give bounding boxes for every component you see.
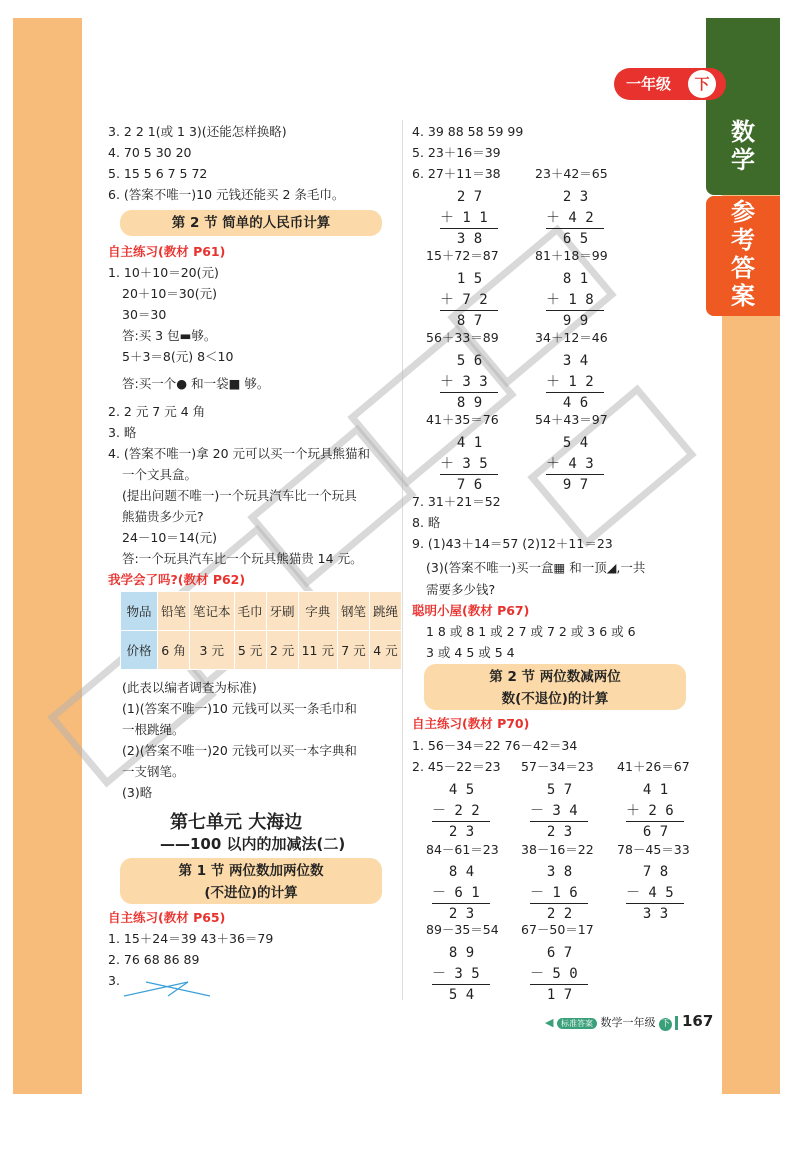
answer-line: (提出问题不唯一)一个玩具汽车比一个玩具 xyxy=(122,488,357,503)
arrow-icon: ◀ xyxy=(545,1016,554,1029)
equation: 41＋35＝76 xyxy=(426,412,499,427)
calc-row: 6 7 xyxy=(626,824,669,840)
vertical-calc xyxy=(530,943,578,1006)
answer-line: 2. 76 68 86 89 xyxy=(108,952,200,967)
page-number: 167 xyxy=(681,1012,714,1030)
calc-row: 9 7 xyxy=(546,477,589,493)
answer-line: (3)略 xyxy=(122,785,153,800)
section-heading-line: 第 1 节 两位数加两位数 xyxy=(178,863,324,879)
calc-row: ＋ 1 2 xyxy=(546,374,594,390)
vertical-calc xyxy=(440,433,488,496)
answer-line: 答:买一个● 和一袋■ 够。 xyxy=(122,376,270,391)
calc-row: 3 4 xyxy=(546,353,589,369)
answer-line: 3. 略 xyxy=(108,425,137,440)
page-footer xyxy=(545,1012,713,1031)
vertical-calc xyxy=(432,780,480,843)
calc-row: 3 8 xyxy=(530,864,573,880)
answer-line: 7. 31＋21＝52 xyxy=(412,494,501,509)
answer-line: 4. 70 5 30 20 xyxy=(108,145,192,160)
table-cell: 跳绳 xyxy=(369,592,401,631)
calc-row: ＋ 4 3 xyxy=(546,456,594,472)
calc-row: 1 5 xyxy=(440,271,483,287)
left-margin-band xyxy=(13,18,82,1094)
equation: 54＋43＝97 xyxy=(535,412,608,427)
calc-row: ＋ 1 1 xyxy=(440,210,488,226)
table-cell: 7 元 xyxy=(337,631,369,670)
answer-line: 2. 2 元 7 元 4 角 xyxy=(108,404,206,419)
calc-row: 3 3 xyxy=(626,906,669,922)
answer-line: 2. 45－22＝23 xyxy=(412,759,501,774)
calc-row: － 3 5 xyxy=(432,966,480,982)
answer-line: 一支钢笔。 xyxy=(122,764,185,779)
calc-row: 8 7 xyxy=(440,313,483,329)
table-cell: 铅笔 xyxy=(158,592,190,631)
equation: 56＋33＝89 xyxy=(426,330,499,345)
answer-line: 5. 15 5 6 7 5 72 xyxy=(108,166,208,181)
calc-row: 2 2 xyxy=(530,906,573,922)
calc-rule xyxy=(440,228,498,229)
section-heading-line: (不进位)的计算 xyxy=(204,885,298,901)
calc-row: － 1 6 xyxy=(530,885,578,901)
table-cell: 钢笔 xyxy=(337,592,369,631)
practice-heading: 自主练习(教材 P70) xyxy=(412,716,530,731)
answer-line: 24－10＝14(元) xyxy=(122,530,217,545)
calc-rule xyxy=(440,310,498,311)
price-table xyxy=(120,591,402,670)
calc-row: 2 3 xyxy=(530,824,573,840)
calc-row: 5 6 xyxy=(440,353,483,369)
answer-line: (2)(答案不唯一)20 元钱可以买一本字典和 xyxy=(122,743,357,758)
equation: 81＋18＝99 xyxy=(535,248,608,263)
table-cell: 牙刷 xyxy=(266,592,298,631)
section-heading-line: 第 2 节 两位数减两位 xyxy=(489,669,621,685)
answer-line: 20＋10＝30(元) xyxy=(122,286,217,301)
answer-line: 8. 略 xyxy=(412,515,441,530)
equation: 15＋72＝87 xyxy=(426,248,499,263)
table-cell: 3 元 xyxy=(190,631,235,670)
equation: 89－35＝54 xyxy=(426,922,499,937)
answer-line: 一个文具盒。 xyxy=(122,467,198,482)
table-cell: 笔记本 xyxy=(190,592,235,631)
calc-row: 6 5 xyxy=(546,231,589,247)
calc-row: ＋ 2 6 xyxy=(626,803,674,819)
calc-row: 4 6 xyxy=(546,395,589,411)
vertical-calc xyxy=(626,780,674,843)
answer-line: 需要多少钱? xyxy=(426,582,496,597)
answer-line: 5＋3＝8(元) 8＜10 xyxy=(122,349,234,364)
equation: 38－16＝22 xyxy=(521,842,594,857)
calc-rule xyxy=(530,821,588,822)
table-header-cell: 价格 xyxy=(121,631,158,670)
answer-line: 1. 56－34＝22 76－42＝34 xyxy=(412,738,578,753)
table-header-cell: 物品 xyxy=(121,592,158,631)
calc-row: － 5 0 xyxy=(530,966,578,982)
vertical-calc xyxy=(546,351,594,414)
calc-rule xyxy=(626,821,684,822)
calc-row: 4 5 xyxy=(432,782,475,798)
equation: 84－61＝23 xyxy=(426,842,499,857)
calc-rule xyxy=(546,310,604,311)
vertical-calc xyxy=(546,433,594,496)
calc-rule xyxy=(546,392,604,393)
practice-heading: 聪明小屋(教材 P67) xyxy=(412,603,530,618)
calc-row: 8 1 xyxy=(546,271,589,287)
answer-line: 一根跳绳。 xyxy=(122,722,185,737)
answer-line: 3. xyxy=(108,973,120,988)
equation: 23＋42＝65 xyxy=(535,166,608,181)
calc-rule xyxy=(432,821,490,822)
answers-label: 参考答案 xyxy=(731,198,755,310)
calc-row: 2 3 xyxy=(546,189,589,205)
equation: 34＋12＝46 xyxy=(535,330,608,345)
table-cell: 6 角 xyxy=(158,631,190,670)
practice-heading: 我学会了吗?(教材 P62) xyxy=(108,572,246,587)
equation: 78－45＝33 xyxy=(617,842,690,857)
calc-row: 4 1 xyxy=(440,435,483,451)
volume-mark: 下 xyxy=(660,1019,670,1029)
answer-line: 1. 15＋24＝39 43＋36＝79 xyxy=(108,931,274,946)
calc-row: 3 8 xyxy=(440,231,483,247)
equation: 41＋26＝67 xyxy=(617,759,690,774)
calc-row: ＋ 1 8 xyxy=(546,292,594,308)
equation: 57－34＝23 xyxy=(521,759,594,774)
calc-row: 5 4 xyxy=(432,987,475,1003)
table-cell: 4 元 xyxy=(369,631,401,670)
answer-line: 9. (1)43＋14＝57 (2)12＋11＝23 xyxy=(412,536,613,551)
vertical-calc xyxy=(546,187,594,250)
vertical-calc xyxy=(432,862,480,925)
unit-title: 第七单元 大海边 xyxy=(170,812,303,833)
answer-line: 6. (答案不唯一)10 元钱还能买 2 条毛巾。 xyxy=(108,187,345,202)
section-heading-line: 数(不退位)的计算 xyxy=(501,691,609,707)
answer-line: (此表以编者调查为标准) xyxy=(122,680,257,695)
calc-row: ＋ 4 2 xyxy=(546,210,594,226)
volume-badge: 下 xyxy=(688,70,716,98)
vertical-calc xyxy=(440,351,488,414)
calc-row: － 2 2 xyxy=(432,803,480,819)
calc-row: 7 6 xyxy=(440,477,483,493)
answer-line: (1)(答案不唯一)10 元钱可以买一条毛巾和 xyxy=(122,701,357,716)
answer-line: 6. 27＋11＝38 xyxy=(412,166,501,181)
answer-line: 3 或 4 5 或 5 4 xyxy=(426,645,515,660)
calc-rule xyxy=(546,474,604,475)
vertical-calc xyxy=(530,862,578,925)
answer-line: 30＝30 xyxy=(122,307,167,322)
calc-row: 5 7 xyxy=(530,782,573,798)
calc-row: 8 9 xyxy=(432,945,475,961)
calc-row: 1 7 xyxy=(530,987,573,1003)
calc-rule xyxy=(440,392,498,393)
answer-line: 答:一个玩具汽车比一个玩具熊猫贵 14 元。 xyxy=(122,551,363,566)
answer-line: 4. (答案不唯一)拿 20 元可以买一个玩具熊猫和 xyxy=(108,446,371,461)
calc-row: ＋ 3 3 xyxy=(440,374,488,390)
calc-row: 6 7 xyxy=(530,945,573,961)
answer-line: 1. 10＋10＝20(元) xyxy=(108,265,219,280)
vertical-calc xyxy=(626,862,674,925)
calc-rule xyxy=(432,984,490,985)
column-divider xyxy=(402,120,403,1000)
calc-rule xyxy=(626,903,684,904)
answer-line: 5. 23＋16＝39 xyxy=(412,145,501,160)
unit-subtitle: ——100 以内的加减法(二) xyxy=(160,835,346,853)
calc-row: － 4 5 xyxy=(626,885,674,901)
book-title: 数学一年级 xyxy=(600,1016,656,1029)
answer-line: 答:买 3 包▬够。 xyxy=(122,328,217,343)
answer-line: (3)(答案不唯一)买一盒▦ 和一顶◢,一共 xyxy=(426,560,646,575)
calc-rule xyxy=(432,903,490,904)
calc-row: 7 8 xyxy=(626,864,669,880)
practice-heading: 自主练习(教材 P61) xyxy=(108,244,226,259)
calc-row: 8 9 xyxy=(440,395,483,411)
calc-rule xyxy=(546,228,604,229)
subject-tab xyxy=(706,18,780,195)
calc-row: 2 3 xyxy=(432,906,475,922)
calc-row: 9 9 xyxy=(546,313,589,329)
vertical-calc xyxy=(432,943,480,1006)
practice-heading: 自主练习(教材 P65) xyxy=(108,910,226,925)
answer-line: 3. 2 2 1(或 1 3)(还能怎样换略) xyxy=(108,124,287,139)
calc-row: 5 4 xyxy=(546,435,589,451)
calc-rule xyxy=(530,903,588,904)
table-cell: 字典 xyxy=(298,592,337,631)
table-cell: 5 元 xyxy=(234,631,266,670)
answer-line: 1 8 或 8 1 或 2 7 或 7 2 或 3 6 或 6 xyxy=(426,624,636,639)
answer-line: 4. 39 88 58 59 99 xyxy=(412,124,524,139)
table-cell: 毛巾 xyxy=(234,592,266,631)
section-heading xyxy=(120,858,382,904)
vertical-calc xyxy=(530,780,578,843)
section-heading: 第 2 节 简单的人民币计算 xyxy=(120,210,382,236)
calc-row: 4 1 xyxy=(626,782,669,798)
subject-label: 数学 xyxy=(731,118,755,174)
table-row xyxy=(121,631,402,670)
brand-badge: 标准答案 xyxy=(557,1018,597,1029)
calc-row: 8 4 xyxy=(432,864,475,880)
equation: 67－50＝17 xyxy=(521,922,594,937)
calc-row: － 6 1 xyxy=(432,885,480,901)
answers-tab xyxy=(706,196,780,316)
calc-rule xyxy=(530,984,588,985)
calc-rule xyxy=(440,474,498,475)
answer-line: 熊猫贵多少元? xyxy=(122,509,204,524)
calc-row: － 3 4 xyxy=(530,803,578,819)
vertical-calc xyxy=(546,269,594,332)
table-cell: 11 元 xyxy=(298,631,337,670)
footer-bar xyxy=(675,1016,678,1030)
calc-row: 2 7 xyxy=(440,189,483,205)
calc-row: 2 3 xyxy=(432,824,475,840)
table-row xyxy=(121,592,402,631)
vertical-calc xyxy=(440,187,488,250)
matching-lines-diagram xyxy=(118,978,218,1000)
vertical-calc xyxy=(440,269,488,332)
calc-row: ＋ 3 5 xyxy=(440,456,488,472)
section-heading xyxy=(424,664,686,710)
calc-row: ＋ 7 2 xyxy=(440,292,488,308)
grade-label: 一年级 xyxy=(626,75,672,93)
table-cell: 2 元 xyxy=(266,631,298,670)
